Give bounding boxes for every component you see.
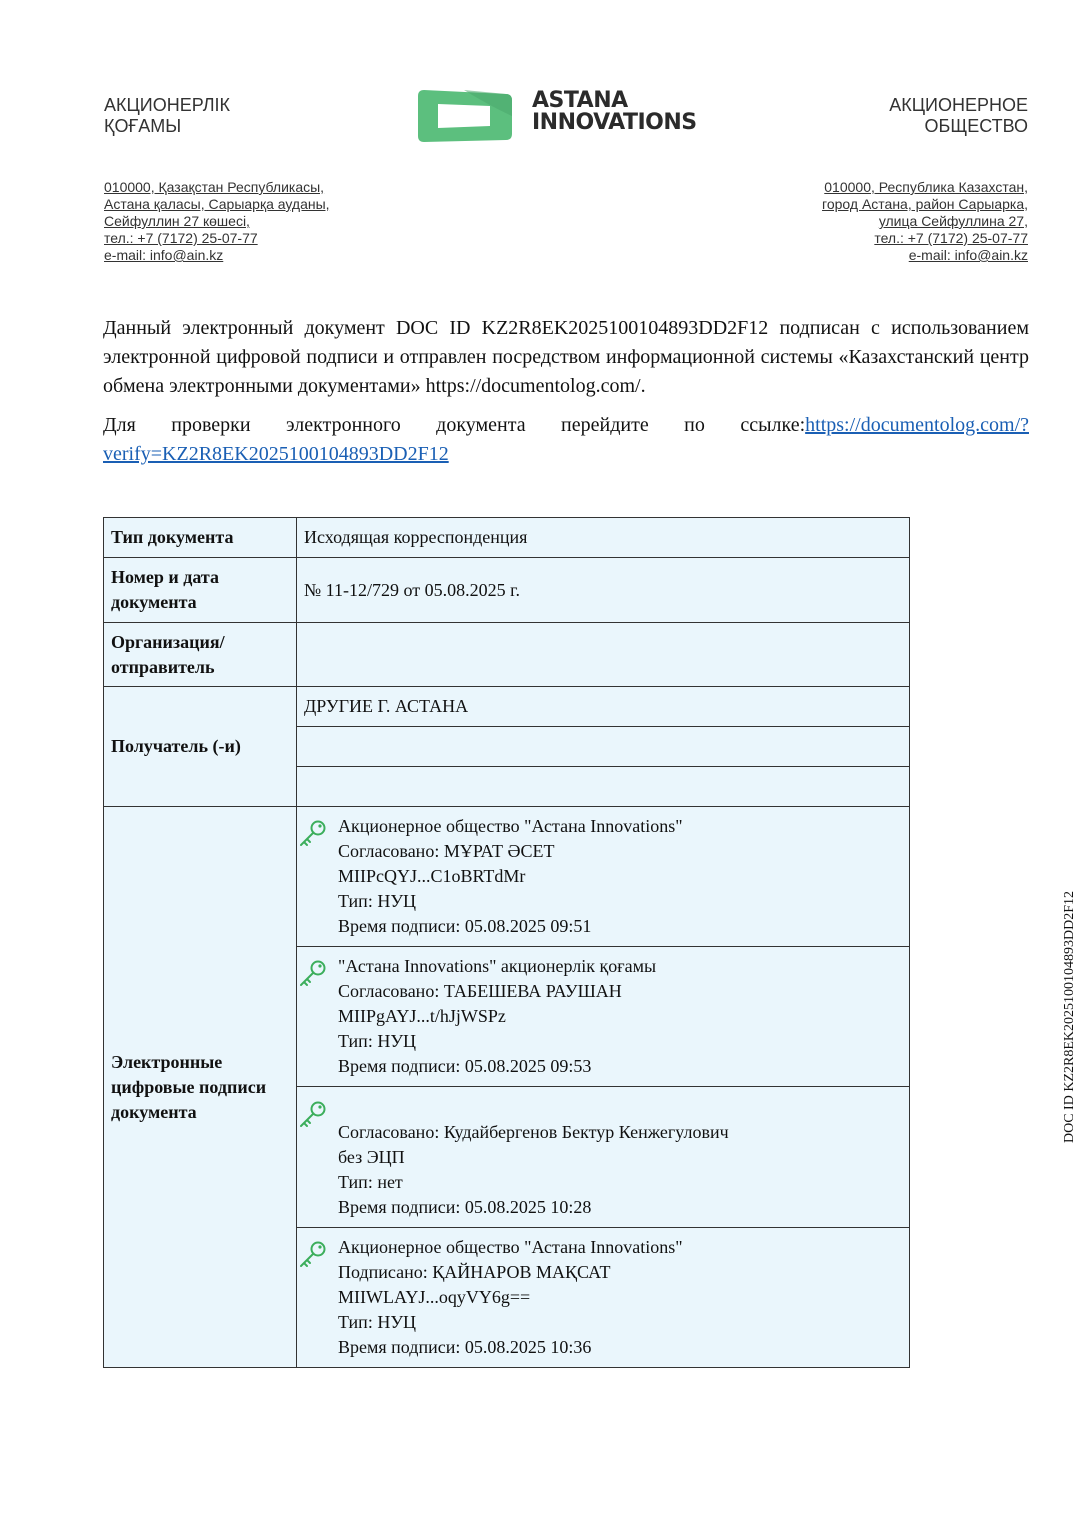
signature-cert: MIIPgAYJ...t/hJjWSPz bbox=[338, 1006, 506, 1026]
key-icon bbox=[298, 958, 328, 988]
key-icon bbox=[298, 818, 328, 848]
signed-notice-paragraph: Данный электронный документ DOC ID KZ2R8EK2025100104893DD2F12 подписан с использованием электронной цифровой подписи и отправлен посредством информационной системы «Казахстанский центр обмена электронными документами» https://documentolog.com/. bbox=[103, 317, 1029, 397]
org-type-kz-line1: АКЦИОНЕРЛІК bbox=[104, 95, 231, 115]
signature-type: Тип: нет bbox=[338, 1171, 403, 1192]
signature-cert: MIIPcQYJ...C1oBRTdMr bbox=[338, 866, 526, 886]
signature-entry bbox=[297, 1228, 910, 1368]
org-type-ru bbox=[889, 95, 1028, 137]
doc-number-value: № 11-12/729 от 05.08.2025 г. bbox=[297, 558, 910, 623]
address-kz-line: 010000, Қазақстан Республикасы, bbox=[104, 179, 325, 195]
verify-prefix: Для проверки электронного документа перейдите по ссылке: bbox=[103, 414, 806, 436]
signature-type: Тип: НУЦ bbox=[338, 891, 417, 911]
org-sender-value bbox=[297, 623, 910, 687]
address-kz bbox=[104, 179, 330, 264]
verify-paragraph bbox=[103, 411, 1029, 469]
org-type-ru-line2: ОБЩЕСТВО bbox=[924, 116, 1028, 136]
address-kz-line: Астана қаласы, Сарыарқа ауданы, bbox=[104, 196, 330, 212]
signature-time: Время подписи: 05.08.2025 09:51 bbox=[338, 916, 592, 936]
signature-entry bbox=[297, 947, 910, 1087]
doc-number-label: Номер и дата документа bbox=[104, 558, 297, 623]
signature-action: Согласовано: МҰРАТ ӘСЕТ bbox=[338, 841, 555, 861]
key-icon bbox=[298, 1099, 328, 1129]
signature-entry bbox=[297, 1087, 910, 1228]
address-ru-email: e-mail: info@ain.kz bbox=[908, 247, 1028, 263]
signature-cert: без ЭЦП bbox=[338, 1146, 405, 1167]
signature-org: Акционерное общество "Астана Innovations" bbox=[338, 1237, 683, 1257]
logo-wordmark bbox=[532, 90, 697, 134]
address-kz-phone: тел.: +7 (7172) 25-07-77 bbox=[104, 230, 258, 246]
address-ru-line: 010000, Республика Казахстан, bbox=[824, 179, 1028, 195]
logo-line2: INNOVATIONS bbox=[532, 110, 697, 135]
signature-entry bbox=[297, 807, 910, 947]
signature-action: Согласовано: Кудайбергенов Бектур Кенжегулович bbox=[338, 1121, 729, 1142]
org-type-kz bbox=[104, 95, 230, 137]
verify-link[interactable]: https://documentolog.com/?verify=KZ2R8EK2025100104893DD2F12 bbox=[103, 414, 1029, 465]
address-ru-phone: тел.: +7 (7172) 25-07-77 bbox=[874, 230, 1028, 246]
signatures-label: Электронные цифровые подписи документа bbox=[104, 807, 297, 1368]
signature-action: Подписано: ҚАЙНАРОВ МАҚСАТ bbox=[338, 1262, 611, 1282]
signature-time: Время подписи: 05.08.2025 10:28 bbox=[338, 1196, 592, 1217]
org-type-kz-line2: ҚОҒАМЫ bbox=[104, 116, 182, 136]
document-info-table bbox=[103, 517, 910, 1368]
address-ru-line: город Астана, район Сарыарка, bbox=[822, 196, 1028, 212]
signature-type: Тип: НУЦ bbox=[338, 1312, 417, 1332]
signature-type: Тип: НУЦ bbox=[338, 1031, 417, 1051]
signature-action: Согласовано: ТАБЕШЕВА РАУШАН bbox=[338, 981, 622, 1001]
address-kz-email: e-mail: info@ain.kz bbox=[104, 247, 224, 263]
signature-org bbox=[338, 1095, 909, 1120]
signature-org: "Астана Innovations" акционерлік қоғамы bbox=[338, 956, 657, 976]
signature-time: Время подписи: 05.08.2025 09:53 bbox=[338, 1056, 592, 1076]
side-doc-id: DOC ID KZ2R8EK2025100104893DD2F12 bbox=[1062, 891, 1077, 1143]
recipient-value: ДРУГИЕ Г. АСТАНА bbox=[297, 687, 910, 727]
recipient-label: Получатель (-и) bbox=[104, 687, 297, 807]
org-type-ru-line1: АКЦИОНЕРНОЕ bbox=[889, 95, 1028, 115]
logo-mark-icon bbox=[410, 86, 520, 146]
signature-time: Время подписи: 05.08.2025 10:36 bbox=[338, 1337, 592, 1357]
address-kz-line: Сейфуллин 27 көшесі, bbox=[104, 213, 250, 229]
doc-type-value: Исходящая корреспонденция bbox=[297, 518, 910, 558]
recipient-value bbox=[297, 767, 910, 807]
company-logo bbox=[410, 86, 730, 146]
key-icon bbox=[298, 1239, 328, 1269]
recipient-value bbox=[297, 727, 910, 767]
address-ru-line: улица Сейфуллина 27, bbox=[878, 213, 1028, 229]
signature-cert: MIIWLAYJ...oqyVY6g== bbox=[338, 1287, 531, 1307]
signature-org: Акционерное общество "Астана Innovations" bbox=[338, 816, 683, 836]
org-sender-label: Организация/ отправитель bbox=[104, 623, 297, 687]
doc-type-label: Тип документа bbox=[104, 518, 297, 558]
logo-line1: ASTANA bbox=[532, 88, 628, 113]
address-ru bbox=[822, 179, 1028, 264]
